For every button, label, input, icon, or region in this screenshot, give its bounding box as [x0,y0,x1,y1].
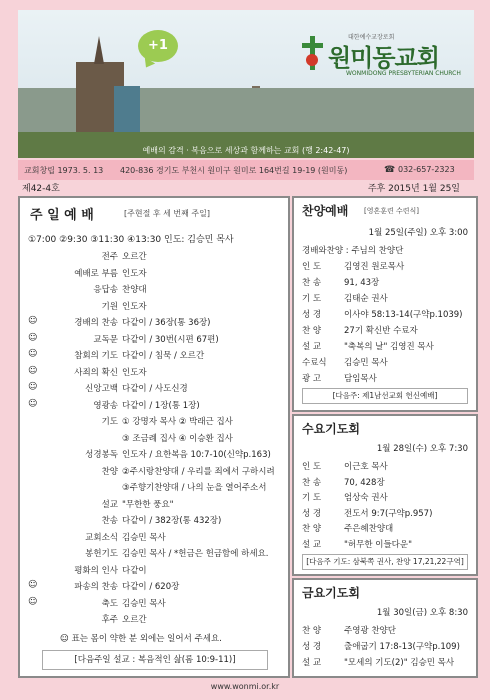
service-item-label: 성 경 [302,508,322,519]
logo-name: 원미동교회 [328,44,439,72]
order-value: 김승민 목사 [122,598,166,609]
order-name: 응답송 [93,285,118,295]
order-row [26,547,284,561]
stand-icon: ☺ [28,398,38,409]
order-value: 다같이 / 침묵 / 오르간 [122,351,205,361]
service-item-label: 찬 송 [302,477,322,488]
service-item-value: 91, 43장 [344,278,380,288]
order-value: 찬양대 [122,285,147,295]
service-item-label: 성 경 [302,310,322,320]
service-item-label: 인 도 [302,262,322,272]
praise-next-note: [다음주: 제1남선교회 헌신예배] [302,388,468,404]
order-name: 후주 [101,615,118,625]
service-row [302,276,472,290]
order-name: 예배로 부름 [74,268,118,279]
order-value: 다같이 / 620장 [122,582,180,592]
friday-prayer-date: 1월 30일(금) 오후 8:30 [376,608,468,618]
order-row [26,316,284,330]
praise-worship-title: 찬양예배 [302,204,349,218]
slogan: 예배의 감격 · 복음으로 세상과 함께하는 교회 (행 2:42-47) [142,146,350,155]
order-name: 축도 [101,598,118,609]
service-row [302,244,472,258]
order-name: 기도 [101,417,118,427]
order-name: 찬양 [101,466,118,477]
order-value: 오르간 [122,615,147,625]
service-item-label: 설 교 [302,658,322,668]
stand-icon: ☺ [28,382,38,392]
service-item-value: 주은혜찬양대 [344,524,394,534]
stand-icon: ☺ [28,365,38,376]
service-item-label: 성 경 [302,642,322,652]
service-row [302,308,472,322]
order-row [26,498,284,512]
plus-one-bubble: +1 [138,30,178,62]
founded-date: 교회창립 1973. 5. 13 [24,166,104,175]
service-row [302,538,472,552]
service-row [302,324,472,338]
logo-denomination: 대한예수교장로회 [348,34,395,41]
order-row [26,415,284,429]
order-row [26,580,284,594]
sunday-worship-title: 주 일 예 배 [30,208,94,223]
order-value: 다같이 [122,565,147,576]
wednesday-next-note: [다음주 기도: 삼북쪽 권사, 찬양 17,21,22구역] [302,554,468,570]
service-row [302,340,472,354]
phone-icon: ☎ [384,165,396,175]
wednesday-prayer-box [292,414,478,576]
service-item-value: 27기 확신반 수료자 [344,326,418,336]
service-row [302,656,472,670]
order-value: 김승민 목사 [122,532,166,543]
service-item-label: 찬 송 [302,278,322,288]
service-item-value: 이사야 58:13-14(구약p.1039) [344,310,463,320]
service-row [302,292,472,306]
order-name: 참회의 기도 [74,351,118,361]
cross-icon [300,36,324,70]
service-row [302,476,472,490]
service-row [302,507,472,521]
sunday-worship-subtitle: [주현절 후 세 번째 주일] [124,209,210,218]
order-name: 성경봉독 [85,450,118,460]
order-value: ③주향기찬양대 / 나의 눈을 열어주소서 [122,483,267,493]
service-item-value: "모세의 기도(2)" 김승민 목사 [344,658,455,668]
friday-prayer-title: 금요기도회 [302,586,360,600]
phone-number: 032-657-2323 [398,165,455,174]
order-row [26,564,284,578]
order-row [26,349,284,363]
service-item-value: "축복의 날" 김영진 목사 [344,342,434,352]
service-item-label: 찬 양 [302,626,322,636]
service-item-value: 주영광 찬양단 [344,626,396,636]
order-name: 봉헌기도 [85,549,118,559]
order-name: 기원 [101,301,118,312]
order-name: 설교 [101,499,118,510]
order-name: 교독문 [93,334,118,345]
stand-icon: ☺ [28,332,38,343]
order-row [26,613,284,627]
sunday-worship-box [18,196,290,678]
order-name: 전주 [101,252,118,262]
order-name: 경배의 찬송 [74,318,118,328]
service-item-value: 담임목사 [344,374,377,384]
order-name: 파송의 찬송 [74,582,118,592]
order-value: ②주시랑찬양대 / 우리를 죄에서 구하시려 [122,466,275,477]
order-value: 인도자 / 요한복음 10:7-10(신약p.163) [122,450,271,460]
service-item-value: 김태순 권사 [344,294,388,304]
service-item-value: "허무한 이들다운" [344,539,412,550]
order-row [26,531,284,545]
order-value: 다같이 / 1장(통 1장) [122,400,200,411]
order-name: 영광송 [93,400,118,411]
issue-bar [18,180,474,194]
service-item-value: 이근호 목사 [344,462,388,472]
service-item-label: 수료식 [302,358,327,368]
service-row [302,260,472,274]
service-times: ①7:00 ②9:30 ③11:30 ④13:30 인도: 김승민 목사 [28,235,234,245]
service-item-label: 설 교 [302,342,322,352]
order-value: ① 강명자 목사 ② 박래근 집사 [122,417,233,427]
issue-date: 주후 2015년 1월 25일 [367,184,460,194]
header-photo [18,10,474,158]
wednesday-prayer-title: 수요기도회 [302,422,360,436]
order-value: 다같이 / 30번(시편 67편) [122,334,219,345]
order-name: 교회소식 [85,532,118,543]
stand-icon: ☺ [28,596,38,607]
order-row [26,481,284,495]
order-row [26,399,284,413]
order-name: 사죄의 확신 [74,367,118,378]
order-row [26,432,284,446]
order-name: 평화의 인사 [74,565,118,576]
order-value: 인도자 [122,268,147,279]
issue-number: 제42-4호 [22,184,60,194]
stand-icon: ☺ [28,349,38,359]
order-row [26,267,284,281]
service-item-label: 광 고 [302,374,322,384]
service-item-label: 찬 양 [302,524,322,534]
service-item-label: 인 도 [302,462,322,472]
steeple-icon [94,36,104,64]
service-row [302,356,472,370]
service-row [302,640,472,654]
service-row [302,522,472,536]
order-name: 신앙고백 [85,384,118,394]
friday-prayer-box [292,578,478,678]
order-value: 인도자 [122,367,147,378]
stand-icon: ☺ [28,316,38,326]
order-row [26,597,284,611]
service-item-value: 엄상숙 권사 [344,493,388,503]
order-value: "무한한 풍요" [122,499,174,510]
service-item-value: 김승민 목사 [344,358,388,368]
order-row [26,465,284,479]
service-row [302,460,472,474]
service-row [302,372,472,386]
order-row [26,333,284,347]
service-item-value: 전도서 9:7(구약p.957) [344,508,433,519]
praise-worship-date: 1월 25일(주일) 오후 3:00 [368,228,468,238]
order-row [26,514,284,528]
order-value: 인도자 [122,301,147,312]
service-item-label: 경배와찬양 : 주님의 찬양단 [302,246,404,256]
praise-worship-box [292,196,478,412]
order-row [26,283,284,297]
order-row [26,366,284,380]
stand-icon: ☺ [28,580,38,590]
praise-worship-subtitle: [영혼훈련 수련식] [364,207,420,215]
next-sermon-note: [다음주일 설교 : 복음적인 삶(롬 10:9-11)] [42,650,268,670]
church-logo [300,32,470,84]
service-item-value: 출애굽기 17:8-13(구약p.109) [344,642,460,652]
service-item-value: 70, 428장 [344,477,385,488]
website-url[interactable]: www.wonmi.or.kr [210,682,280,691]
service-item-label: 기 도 [302,294,322,304]
service-row [302,491,472,505]
service-item-label: 기 도 [302,493,322,503]
order-value: 다같이 / 382장(통 432장) [122,516,222,526]
logo-english: WONMIDONG PRESBYTERIAN CHURCH [346,70,461,77]
order-value: 다같이 / 사도신경 [122,384,188,394]
wednesday-prayer-date: 1월 28일(수) 오후 7:30 [376,444,468,454]
standing-note: ☺ 표는 몸이 약한 분 외에는 일어서 주세요. [60,634,222,644]
order-row [26,382,284,396]
service-item-label: 설 교 [302,539,322,550]
order-row [26,448,284,462]
address: 420-836 경기도 부천시 원미구 원미로 164번길 19-19 (원미동) [120,166,348,175]
info-bar [18,160,474,180]
service-item-label: 찬 양 [302,326,322,336]
order-row [26,250,284,264]
order-value: 다같이 / 36장(통 36장) [122,318,211,328]
order-row [26,300,284,314]
order-name: 찬송 [101,516,118,526]
order-value: ③ 조금례 집사 ④ 이승환 집사 [122,433,233,444]
order-value: 김승민 목사 / *헌금은 헌금함에 하세요. [122,549,269,559]
service-item-value: 김영진 원로목사 [344,262,405,272]
service-row [302,624,472,638]
order-value: 오르간 [122,252,147,262]
